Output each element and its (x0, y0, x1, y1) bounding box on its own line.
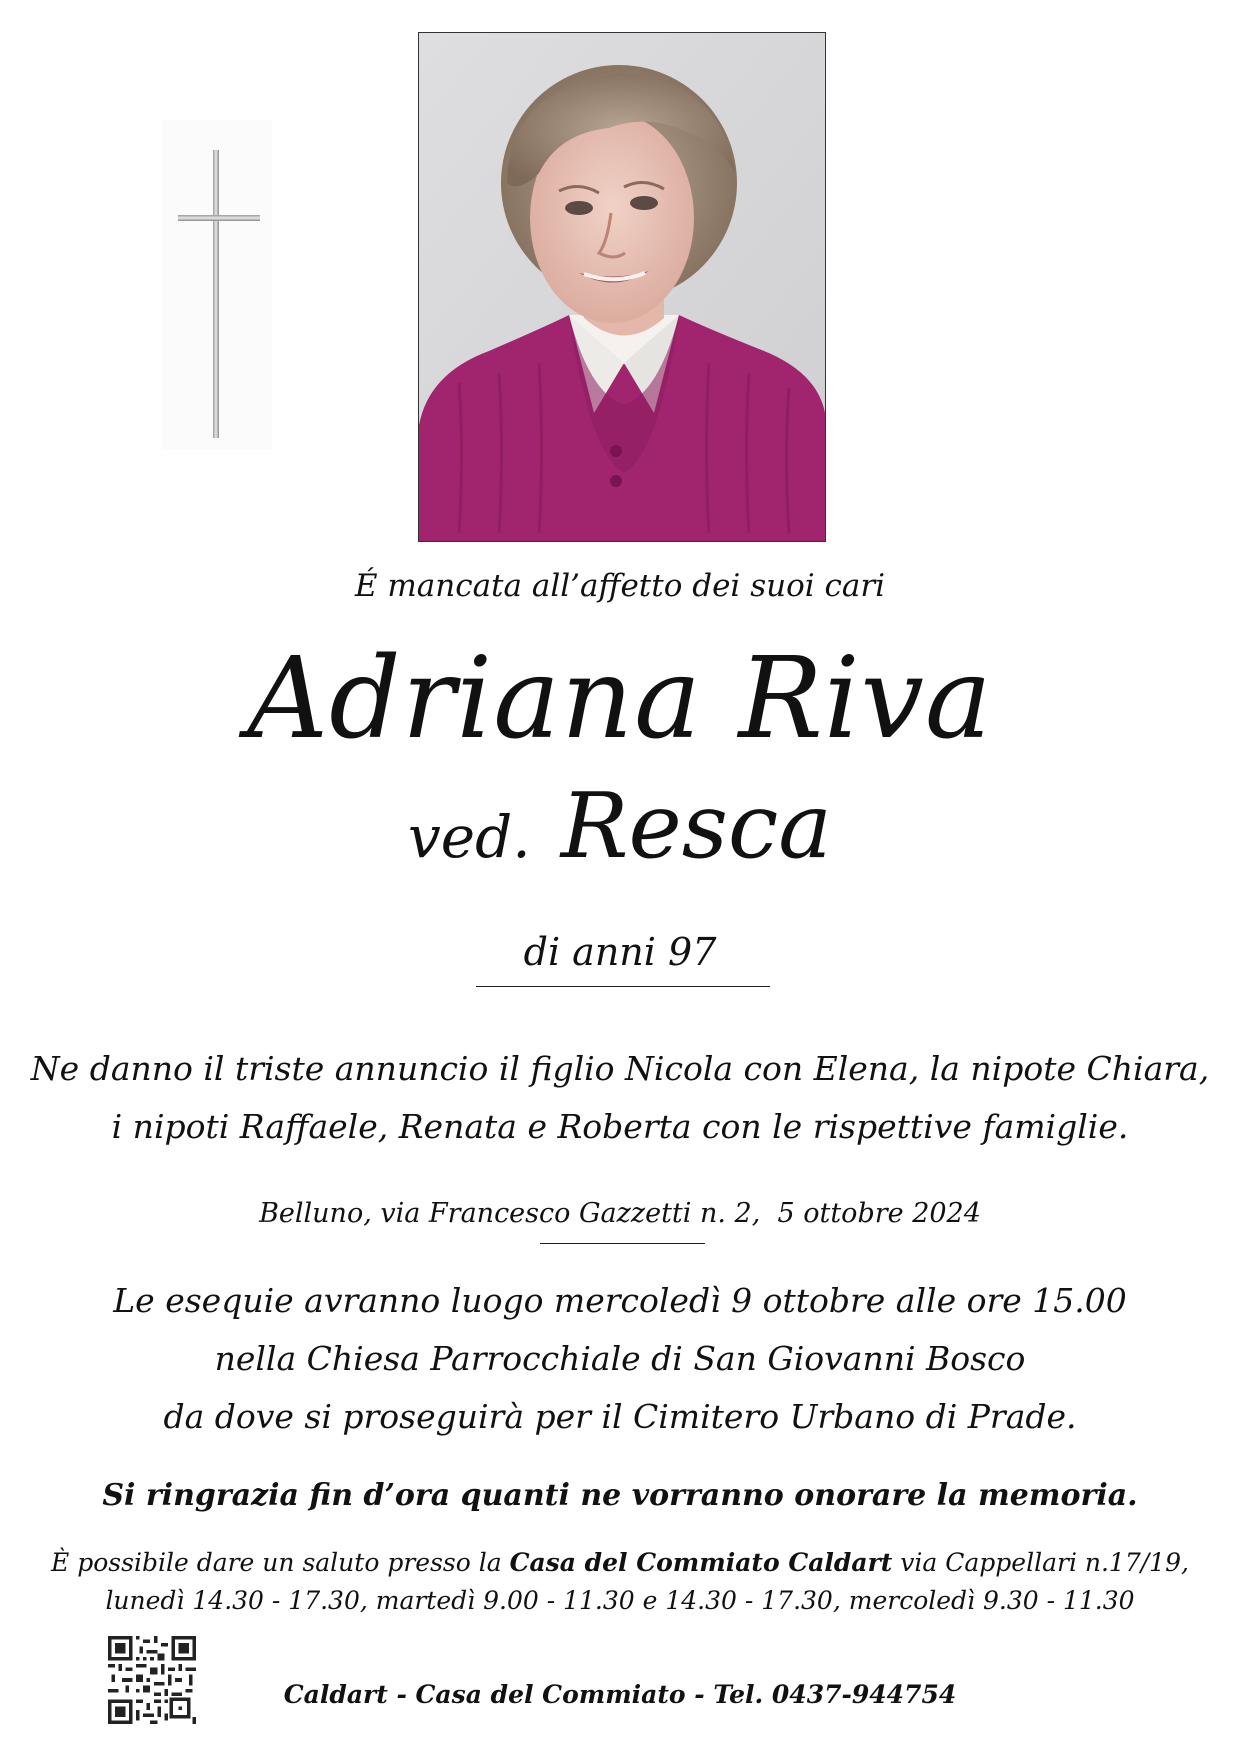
place-date: Belluno, via Francesco Gazzetti n. 2, 5 ottobre 2024 (259, 1198, 981, 1229)
funeral-details (0, 1272, 1240, 1446)
divider (540, 1243, 705, 1244)
visit-info (0, 1544, 1240, 1620)
visit-line (0, 1544, 1240, 1582)
visit-pre: È possibile dare un saluto presso la (51, 1548, 510, 1577)
cross-icon (162, 120, 272, 450)
announcement-line: i nipoti Raffaele, Renata e Roberta con le rispettive famiglie. (111, 1107, 1129, 1146)
age-text: di anni 97 (523, 930, 717, 974)
announcement (0, 1040, 1240, 1156)
deceased-name: Adriana Riva (247, 634, 993, 764)
married-prefix: ved. (408, 803, 531, 871)
married-name (0, 774, 1240, 879)
visit-post: via Cappellari n.17/19, (892, 1548, 1189, 1577)
visit-venue: Casa del Commiato Caldart (509, 1548, 893, 1577)
funeral-line: da dove si proseguirà per il Cimitero Urbano di Prade. (163, 1397, 1077, 1436)
thanks-text: Si ringrazia fin d’ora quanti ne vorranno onorare la memoria. (102, 1478, 1138, 1513)
announcement-line: Ne danno il triste annuncio il figlio Nicola con Elena, la nipote Chiara, (30, 1049, 1210, 1088)
footer-contact: Caldart - Casa del Commiato - Tel. 0437-944754 (283, 1680, 957, 1709)
married-surname: Resca (560, 774, 832, 879)
portrait-photo (418, 32, 826, 542)
divider (476, 986, 770, 987)
funeral-line: Le esequie avranno luogo mercoledì 9 ottobre alle ore 15.00 (113, 1281, 1127, 1320)
intro-text: É mancata all’affetto dei suoi cari (354, 568, 886, 604)
funeral-line: nella Chiesa Parrocchiale di San Giovanni Bosco (214, 1339, 1026, 1378)
visit-hours: lunedì 14.30 - 17.30, martedì 9.00 - 11.30 e 14.30 - 17.30, mercoledì 9.30 - 11.30 (105, 1586, 1135, 1615)
